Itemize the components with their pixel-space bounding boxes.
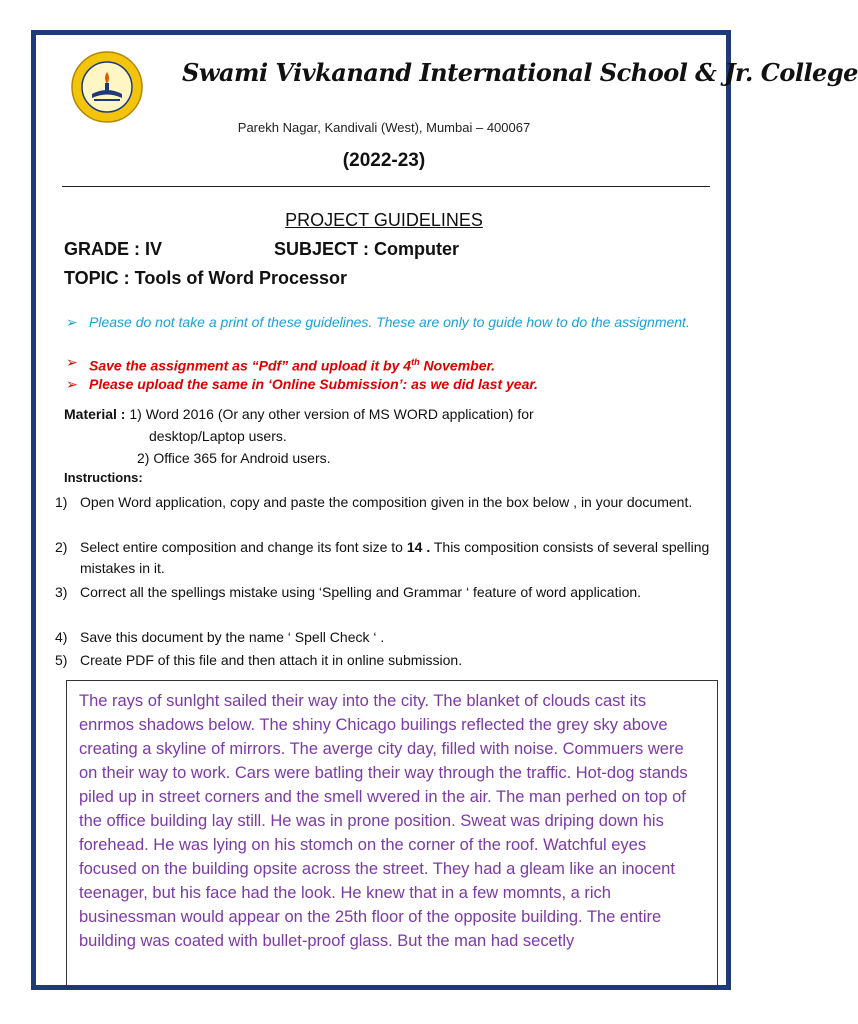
note-text: Save the assignment as “Pdf” and upload it by 4th November. xyxy=(89,357,496,374)
instruction-item: 3) Correct all the spellings mistake using ‘Spelling and Grammar ‘ feature of word application. xyxy=(55,584,642,600)
school-logo xyxy=(70,50,144,124)
subject-label: SUBJECT : Computer xyxy=(274,239,460,259)
academic-year: (2022-23) xyxy=(342,150,426,171)
material-item-2: 2) Office 365 for Android users. xyxy=(137,450,331,466)
instruction-item: 4) Save this document by the name ‘ Spell Check ‘ . xyxy=(55,629,385,645)
instructions-heading: Instructions: xyxy=(64,470,143,485)
school-name: Swami Vivkanand International School & Jr. College xyxy=(182,58,858,87)
note-online-submission xyxy=(66,375,716,394)
material-item-1-cont: desktop/Laptop users. xyxy=(149,428,287,444)
topic-label: TOPIC : Tools of Word Processor xyxy=(64,268,348,288)
note-no-print xyxy=(66,313,716,332)
instruction-item: 5) Create PDF of this file and then attach it in online submission. xyxy=(55,652,463,668)
arrow-bullet-icon: ➢ xyxy=(66,354,78,370)
note-text: Please upload the same in ‘Online Submission’: as we did last year. xyxy=(89,376,538,392)
note-text: Please do not take a print of these guidelines. These are only to guide how to do the assignment. xyxy=(89,314,690,330)
composition-text: The rays of sunlght sailed their way into the city. The blanket of clouds cast its enrmos shadows below. The shiny Chicago builings reflected the grey sky above creating a skyline of mirrors. The averge city day, filled with noise. Commuers were on their way to work. Cars were batling their way through the traffic. Hot-dog stands piled up in street corners and the smell wvered in the air. The man perhed on top of the office building lay still. He was in prone position. Sweat was driping down his forehead. He was lying on his stomch on the corner of the roof. Watchful eyes focused on the building opsite across the street. They had a gleam like an inocent teenager, but his face had the look. He knew that in a few momnts, a rich businessman would appear on the 25th floor of the opposite building. The entire building was coated with bullet-proof glass. But the man had secetly xyxy=(79,692,688,950)
header-divider xyxy=(62,186,710,187)
material-item-1: 1) Word 2016 (Or any other version of MS WORD application) for xyxy=(125,406,534,422)
composition-box xyxy=(66,680,718,988)
school-address: Parekh Nagar, Kandivali (West), Mumbai – 400067 xyxy=(237,120,531,135)
arrow-bullet-icon: ➢ xyxy=(66,376,78,392)
note-save-pdf xyxy=(66,353,716,376)
instruction-item: 1) Open Word application, copy and paste the composition given in the box below , in your document. xyxy=(55,494,693,510)
instruction-item: 2) Select entire composition and change its font size to 14 . This composition consists of several spelling mistakes in it. xyxy=(55,539,710,576)
material-section xyxy=(64,403,714,469)
arrow-bullet-icon: ➢ xyxy=(66,314,78,330)
material-label: Material : xyxy=(64,406,126,422)
page-title: PROJECT GUIDELINES xyxy=(285,210,483,230)
grade-label: GRADE : IV xyxy=(64,239,163,259)
